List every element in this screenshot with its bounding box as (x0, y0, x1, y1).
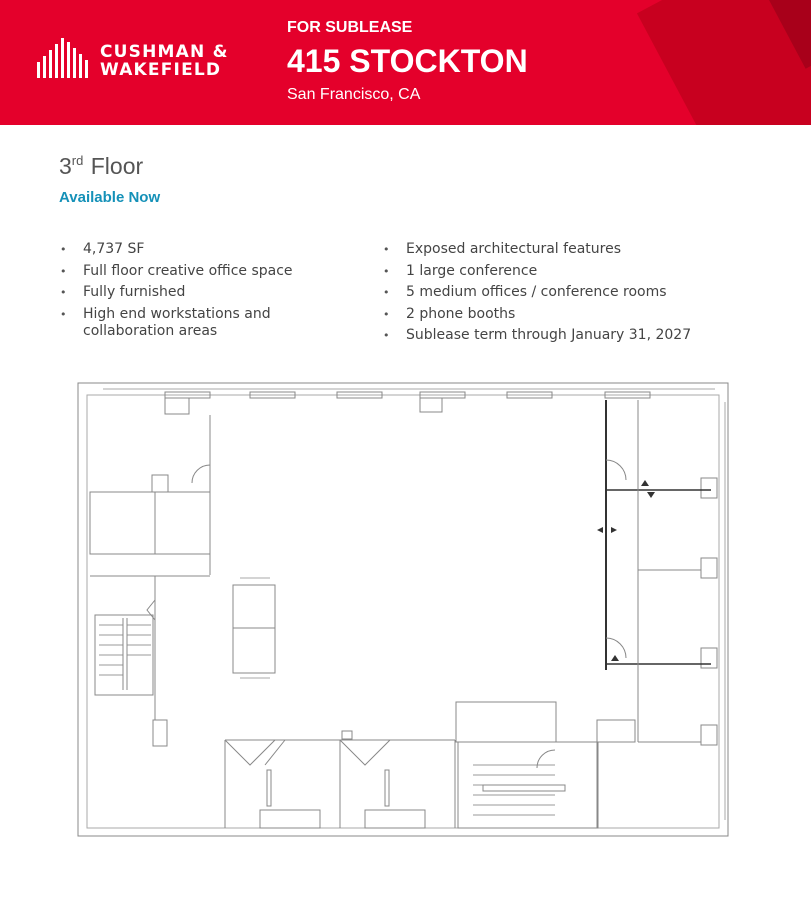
feature-item: • Fully furnished (60, 284, 330, 301)
property-location: San Francisco, CA (287, 86, 421, 103)
logo-bars-icon (36, 36, 96, 78)
brand-logo (36, 36, 241, 80)
plan-inner-wall (87, 395, 719, 828)
availability-status: Available Now (59, 189, 161, 206)
brand-line-2: WAKEFIELD (100, 60, 222, 80)
plan-outer-wall (78, 383, 728, 836)
floor-label: Floor (90, 153, 144, 179)
floor-plan-drawing (75, 380, 735, 840)
feature-item: • High end workstations and collaboration areas (60, 306, 330, 340)
brand-wordmark (100, 43, 229, 79)
feature-item: • Sublease term through January 31, 2027 (383, 327, 793, 344)
property-title: 415 STOCKTON (287, 43, 528, 79)
feature-item: • 2 phone booths (383, 306, 793, 323)
brand-line-1: CUSHMAN & (100, 42, 229, 62)
feature-item: • 1 large conference (383, 263, 793, 280)
feature-list-left (60, 241, 330, 344)
listing-type: FOR SUBLEASE (287, 19, 413, 36)
feature-item: • 5 medium offices / conference rooms (383, 284, 793, 301)
floor-number: 3 (59, 153, 72, 179)
floor-ordinal-suffix: rd (71, 153, 84, 168)
page-header (0, 0, 811, 125)
floor-heading (59, 153, 143, 180)
feature-list-right (383, 241, 793, 349)
feature-item: • Exposed architectural features (383, 241, 793, 258)
feature-item: • 4,737 SF (60, 241, 330, 258)
feature-item: • Full floor creative office space (60, 263, 330, 280)
